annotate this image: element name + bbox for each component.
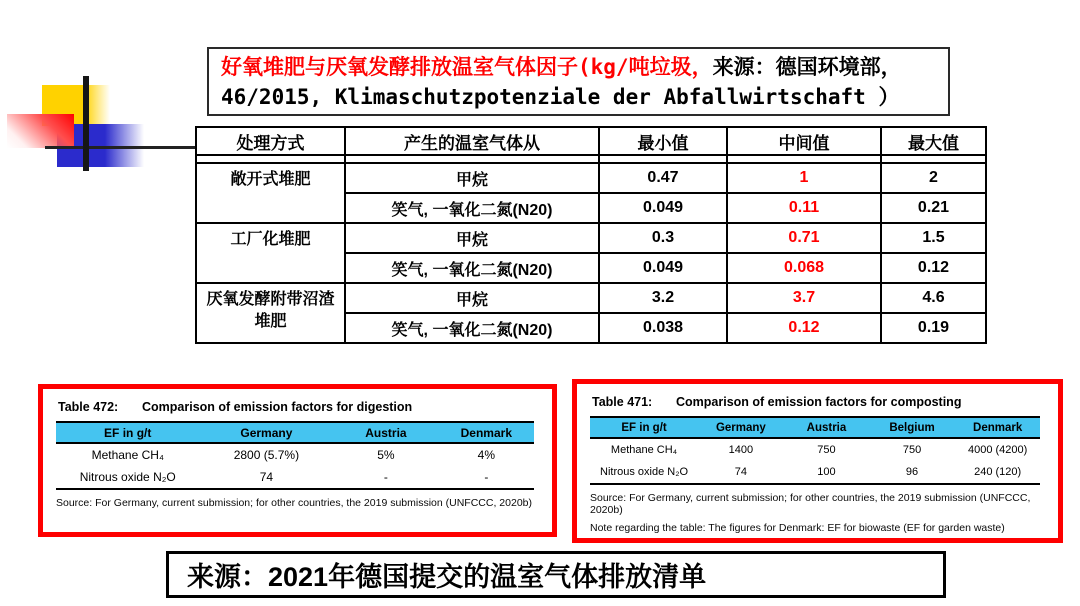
gas-cell: 笑气, 一氧化二氮(N20) — [345, 253, 599, 283]
bottom-source-text: 来源：2021年德国提交的温室气体排放清单 — [187, 562, 707, 592]
value-cell: 1400 — [728, 444, 754, 456]
table-row — [196, 163, 986, 193]
max-cell: 1.5 — [881, 223, 986, 253]
mid-cell: 1 — [727, 163, 881, 193]
col-header-treatment: 处理方式 — [196, 127, 345, 155]
table-row — [56, 443, 534, 466]
title-red-text: 好氧堆肥与厌氧发酵排放温室气体因子(kg/吨垃圾， — [221, 55, 713, 79]
value-cell: 2800 (5.7%) — [233, 448, 300, 462]
value-cell: - — [439, 466, 535, 489]
value-cell: 74 — [698, 461, 784, 484]
col-header-mid: 中间值 — [727, 127, 881, 155]
gas-cell: 甲烷 — [345, 163, 599, 193]
col-header: Austria — [784, 417, 870, 438]
table-471-note: Note regarding the table: The figures for Denmark: EF for biowaste (EF for garden waste) — [590, 522, 1005, 534]
table-471 — [590, 416, 1040, 485]
col-header-gas: 产生的温室气体从 — [345, 127, 599, 155]
spacer-cell — [881, 155, 986, 163]
table-472-title — [58, 400, 539, 414]
table-472-source: Source: For Germany, current submission; for other countries, the 2019 submission (UNFCCC, 2020b) — [56, 497, 532, 509]
value-cell: - — [333, 466, 438, 489]
section-label: 工厂化堆肥 — [196, 223, 345, 283]
col-header: Germany — [199, 422, 333, 443]
table-header-row — [56, 422, 534, 443]
value-cell: 750 — [817, 444, 836, 456]
table-header-row — [590, 417, 1040, 438]
gas-cell: 笑气, 一氧化二氮(N20) — [345, 193, 599, 223]
table-472 — [56, 421, 534, 490]
table-471-title — [592, 395, 1045, 409]
spacer-cell — [196, 155, 345, 163]
mid-cell: 0.068 — [727, 253, 881, 283]
max-cell: 0.21 — [881, 193, 986, 223]
spacer-cell — [727, 155, 881, 163]
spacer-row — [196, 155, 986, 163]
section-label: 敞开式堆肥 — [196, 163, 345, 223]
table-471-caption: Comparison of emission factors for composting — [676, 395, 962, 409]
min-cell: 3.2 — [599, 283, 727, 313]
min-cell: 0.049 — [599, 253, 727, 283]
max-cell: 4.6 — [881, 283, 986, 313]
col-header: Austria — [333, 422, 438, 443]
min-cell: 0.049 — [599, 193, 727, 223]
deco-vertical-line — [83, 76, 89, 171]
mid-cell: 0.11 — [727, 193, 881, 223]
value-cell: 240 (120) — [955, 461, 1041, 484]
min-cell: 0.038 — [599, 313, 727, 343]
max-cell: 2 — [881, 163, 986, 193]
min-cell: 0.3 — [599, 223, 727, 253]
table-row — [590, 461, 1040, 484]
value-cell: 4000 (4200) — [967, 444, 1028, 456]
col-header: Germany — [698, 417, 784, 438]
table-row — [56, 466, 534, 489]
col-header: Denmark — [955, 417, 1041, 438]
spacer-cell — [599, 155, 727, 163]
deco-red-gradient-square — [7, 114, 74, 148]
row-label: Methane CH₄ — [610, 444, 678, 456]
min-cell: 0.47 — [599, 163, 727, 193]
value-cell: 4% — [477, 448, 495, 462]
emission-factor-table — [195, 126, 987, 344]
table-header-row — [196, 127, 986, 155]
deco-horizontal-line — [45, 146, 195, 149]
table-472-box — [38, 384, 557, 537]
row-label: Nitrous oxide N₂O — [590, 461, 698, 484]
slide-title-box — [207, 47, 950, 116]
col-header-max: 最大值 — [881, 127, 986, 155]
value-cell: 5% — [377, 448, 395, 462]
mid-cell: 3.7 — [727, 283, 881, 313]
col-header: EF in g/t — [590, 417, 698, 438]
spacer-cell — [345, 155, 599, 163]
title-black-text: 来源：德国环境部，46/2015, Klimaschutzpotenziale der Abfallwirtschaft ） — [221, 55, 902, 109]
col-header: Denmark — [439, 422, 535, 443]
table-471-box — [572, 379, 1063, 543]
col-header: EF in g/t — [56, 422, 199, 443]
table-row — [196, 223, 986, 253]
table-471-label: Table 471: — [592, 395, 653, 409]
value-cell: 96 — [869, 461, 955, 484]
section-label: 厌氧发酵附带沼渣堆肥 — [196, 283, 345, 343]
table-472-caption: Comparison of emission factors for digestion — [142, 400, 413, 414]
gas-cell: 甲烷 — [345, 283, 599, 313]
value-cell: 750 — [902, 444, 922, 456]
table-row — [196, 283, 986, 313]
mid-cell: 0.71 — [727, 223, 881, 253]
gas-cell: 甲烷 — [345, 223, 599, 253]
table-472-label: Table 472: — [58, 400, 119, 414]
max-cell: 0.19 — [881, 313, 986, 343]
mid-cell: 0.12 — [727, 313, 881, 343]
value-cell: 74 — [199, 466, 333, 489]
value-cell: 100 — [784, 461, 870, 484]
gas-cell: 笑气, 一氧化二氮(N20) — [345, 313, 599, 343]
row-label: Methane CH₄ — [91, 448, 164, 462]
max-cell: 0.12 — [881, 253, 986, 283]
row-label: Nitrous oxide N₂O — [56, 466, 199, 489]
table-row — [590, 438, 1040, 461]
col-header: Belgium — [869, 417, 955, 438]
table-471-source: Source: For Germany, current submission; for other countries, the 2019 submission (UNFCCC, 2020b) — [590, 492, 1031, 516]
col-header-min: 最小值 — [599, 127, 727, 155]
bottom-source-box — [166, 551, 946, 598]
